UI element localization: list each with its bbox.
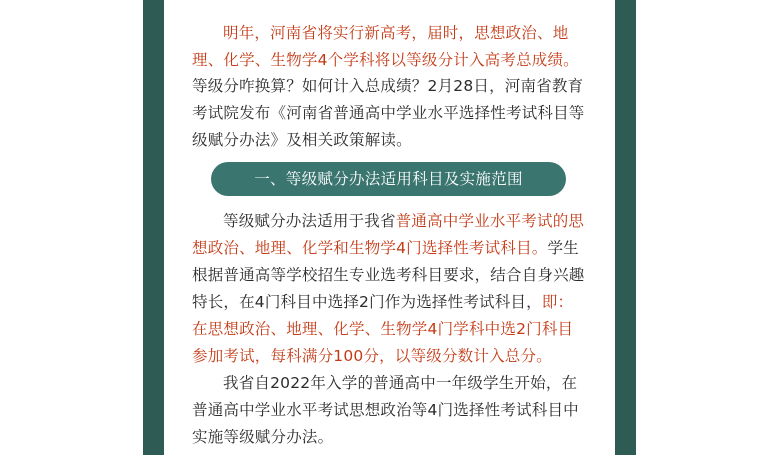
right-frame-border (615, 0, 636, 455)
intro-line-5: 级赋分办法》及相关政策解读。 (192, 131, 412, 149)
intro-paragraph (192, 73, 592, 154)
closing-line-3: 实施等级赋分办法。 (192, 428, 334, 446)
closing-line-1: 我省自2022年入学的普通高中一年级学生开始，在 (223, 374, 578, 392)
intro-line-4: 考试院发布《河南省普通高中学业水平选择性考试科目等 (192, 104, 585, 122)
intro-highlight-paragraph (192, 20, 592, 74)
intro-red-line-1: 明年，河南省将实行新高考，届时，思想政治、地 (223, 24, 569, 42)
body-line-1 (192, 208, 592, 235)
body-line-1-red: 普通高中学业水平考试的思 (395, 212, 585, 230)
intro-red-line-2: 理、化学、生物学4个学科将以等级分计入高考总成绩。 (192, 51, 579, 69)
body-line-6: 参加考试，每科满分100分，以等级分数计入总分。 (192, 347, 552, 365)
body-line-2-plain: 学生 (547, 239, 579, 257)
body-paragraph (192, 208, 592, 370)
closing-paragraph (192, 370, 592, 451)
body-line-1-plain: 等级赋分办法适用于我省 (223, 212, 396, 230)
body-line-2 (192, 235, 592, 262)
body-line-4 (192, 289, 592, 316)
left-frame-border (143, 0, 164, 455)
body-line-4-plain: 特长，在4门科目中选择2门作为选择性考试科目， (192, 293, 542, 311)
body-line-2-red: 想政治、地理、化学和生物学4门选择性考试科目。 (192, 239, 548, 257)
section-heading-pill: 一、等级赋分办法适用科目及实施范围 (211, 162, 566, 196)
body-line-4-red: 即： (541, 293, 574, 311)
body-line-3: 根据普通高等学校招生专业选考科目要求，结合自身兴趣 (192, 266, 585, 284)
body-line-5: 在思想政治、地理、化学、生物学4门学科中选2门科目 (192, 320, 574, 338)
closing-line-2: 普通高中学业水平考试思想政治等4门选择性考试科目中 (192, 401, 579, 419)
intro-line-3: 等级分咋换算？如何计入总成绩？2月28日，河南省教育 (192, 77, 584, 95)
